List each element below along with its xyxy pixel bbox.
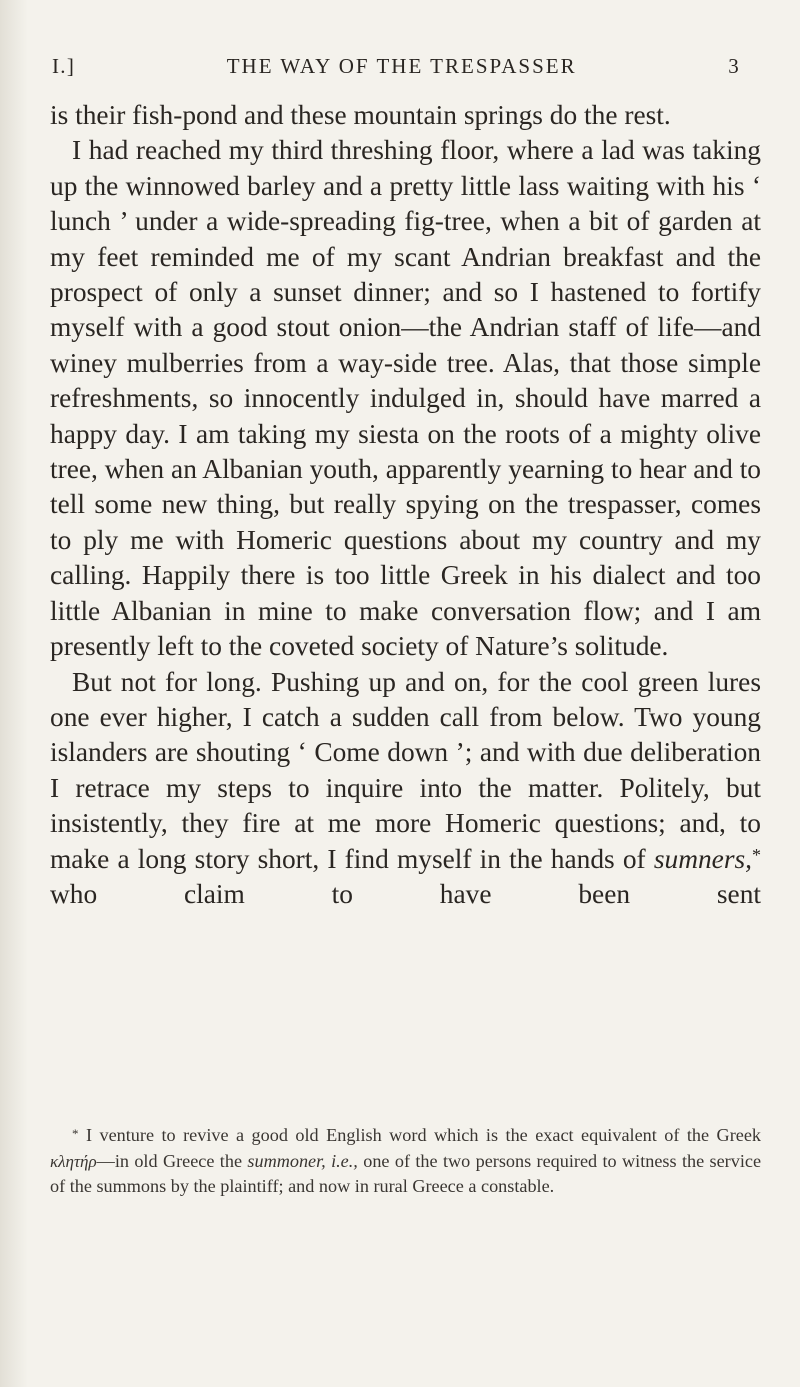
paragraph-text-before: But not for long. Pushing up and on, for the cool green lures one ever higher, I catch a sudden call from below. Two young islanders are shouting ‘ Come down ’; and with due deliberation I retrace my steps to inquire into the matter. Politely, but insistently, they fire at me more Homeric questions; and, to make a long story short, I find myself in the hands of [50, 666, 761, 874]
page-gutter-shadow [0, 0, 28, 1387]
greek-word: κλητήρ [50, 1151, 97, 1171]
footnote-text-before: I venture to revive a good old English word which is the exact equivalent of the Greek [85, 1125, 761, 1145]
footnote-reference-mark[interactable]: * [752, 844, 761, 865]
footnote [50, 1123, 761, 1200]
page-number: 3 [728, 54, 740, 78]
paragraph-sumners [50, 665, 761, 913]
footnote-mark: * [72, 1126, 79, 1141]
italic-word-sumners: sumners, [653, 843, 752, 874]
footnote-text [50, 1123, 761, 1200]
paragraph-threshing-floor: I had reached my third threshing floor, where a lad was taking up the winnowed barley and a pretty little lass waiting with his ‘ lunch ’ under a wide-spreading fig-tree, when a bit of garden at my feet reminded me of my scant Andrian breakfast and the prospect of only a sunset dinner; and so I hastened to fortify myself with a good stout onion—the Andrian staff of life—and winey mulberries from a way-side tree. Alas, that those simple refreshments, so innocently indulged in, should have marred a happy day. I am taking my siesta on the roots of a mighty olive tree, when an Albanian youth, apparently yearning to hear and to tell some new thing, but really spying on the trespasser, comes to ply me with Homeric questions about my country and my calling. Happily there is too little Greek in his dialect and too little Albanian in mine to make conversation flow; and I am presently left to the coveted society of Nature’s solitude. [50, 135, 761, 662]
running-title: THE WAY OF THE TRESPASSER [226, 54, 577, 78]
footnote-text-mid: —in old Greece the [96, 1150, 243, 1171]
main-text [50, 98, 761, 912]
paragraph-continued: is their fish-pond and these mountain springs do the rest. [50, 100, 671, 130]
chapter-marker: I.] [52, 54, 76, 78]
paragraph-text-after: who claim to have been sent [50, 878, 761, 909]
running-header [52, 54, 740, 88]
footnote-text-after: one of the two persons required to witness the service of the summons by the plaintiff; and now in rural Greece a constable. [50, 1150, 762, 1197]
italic-word-summoner: summoner, i.e., [247, 1150, 358, 1171]
